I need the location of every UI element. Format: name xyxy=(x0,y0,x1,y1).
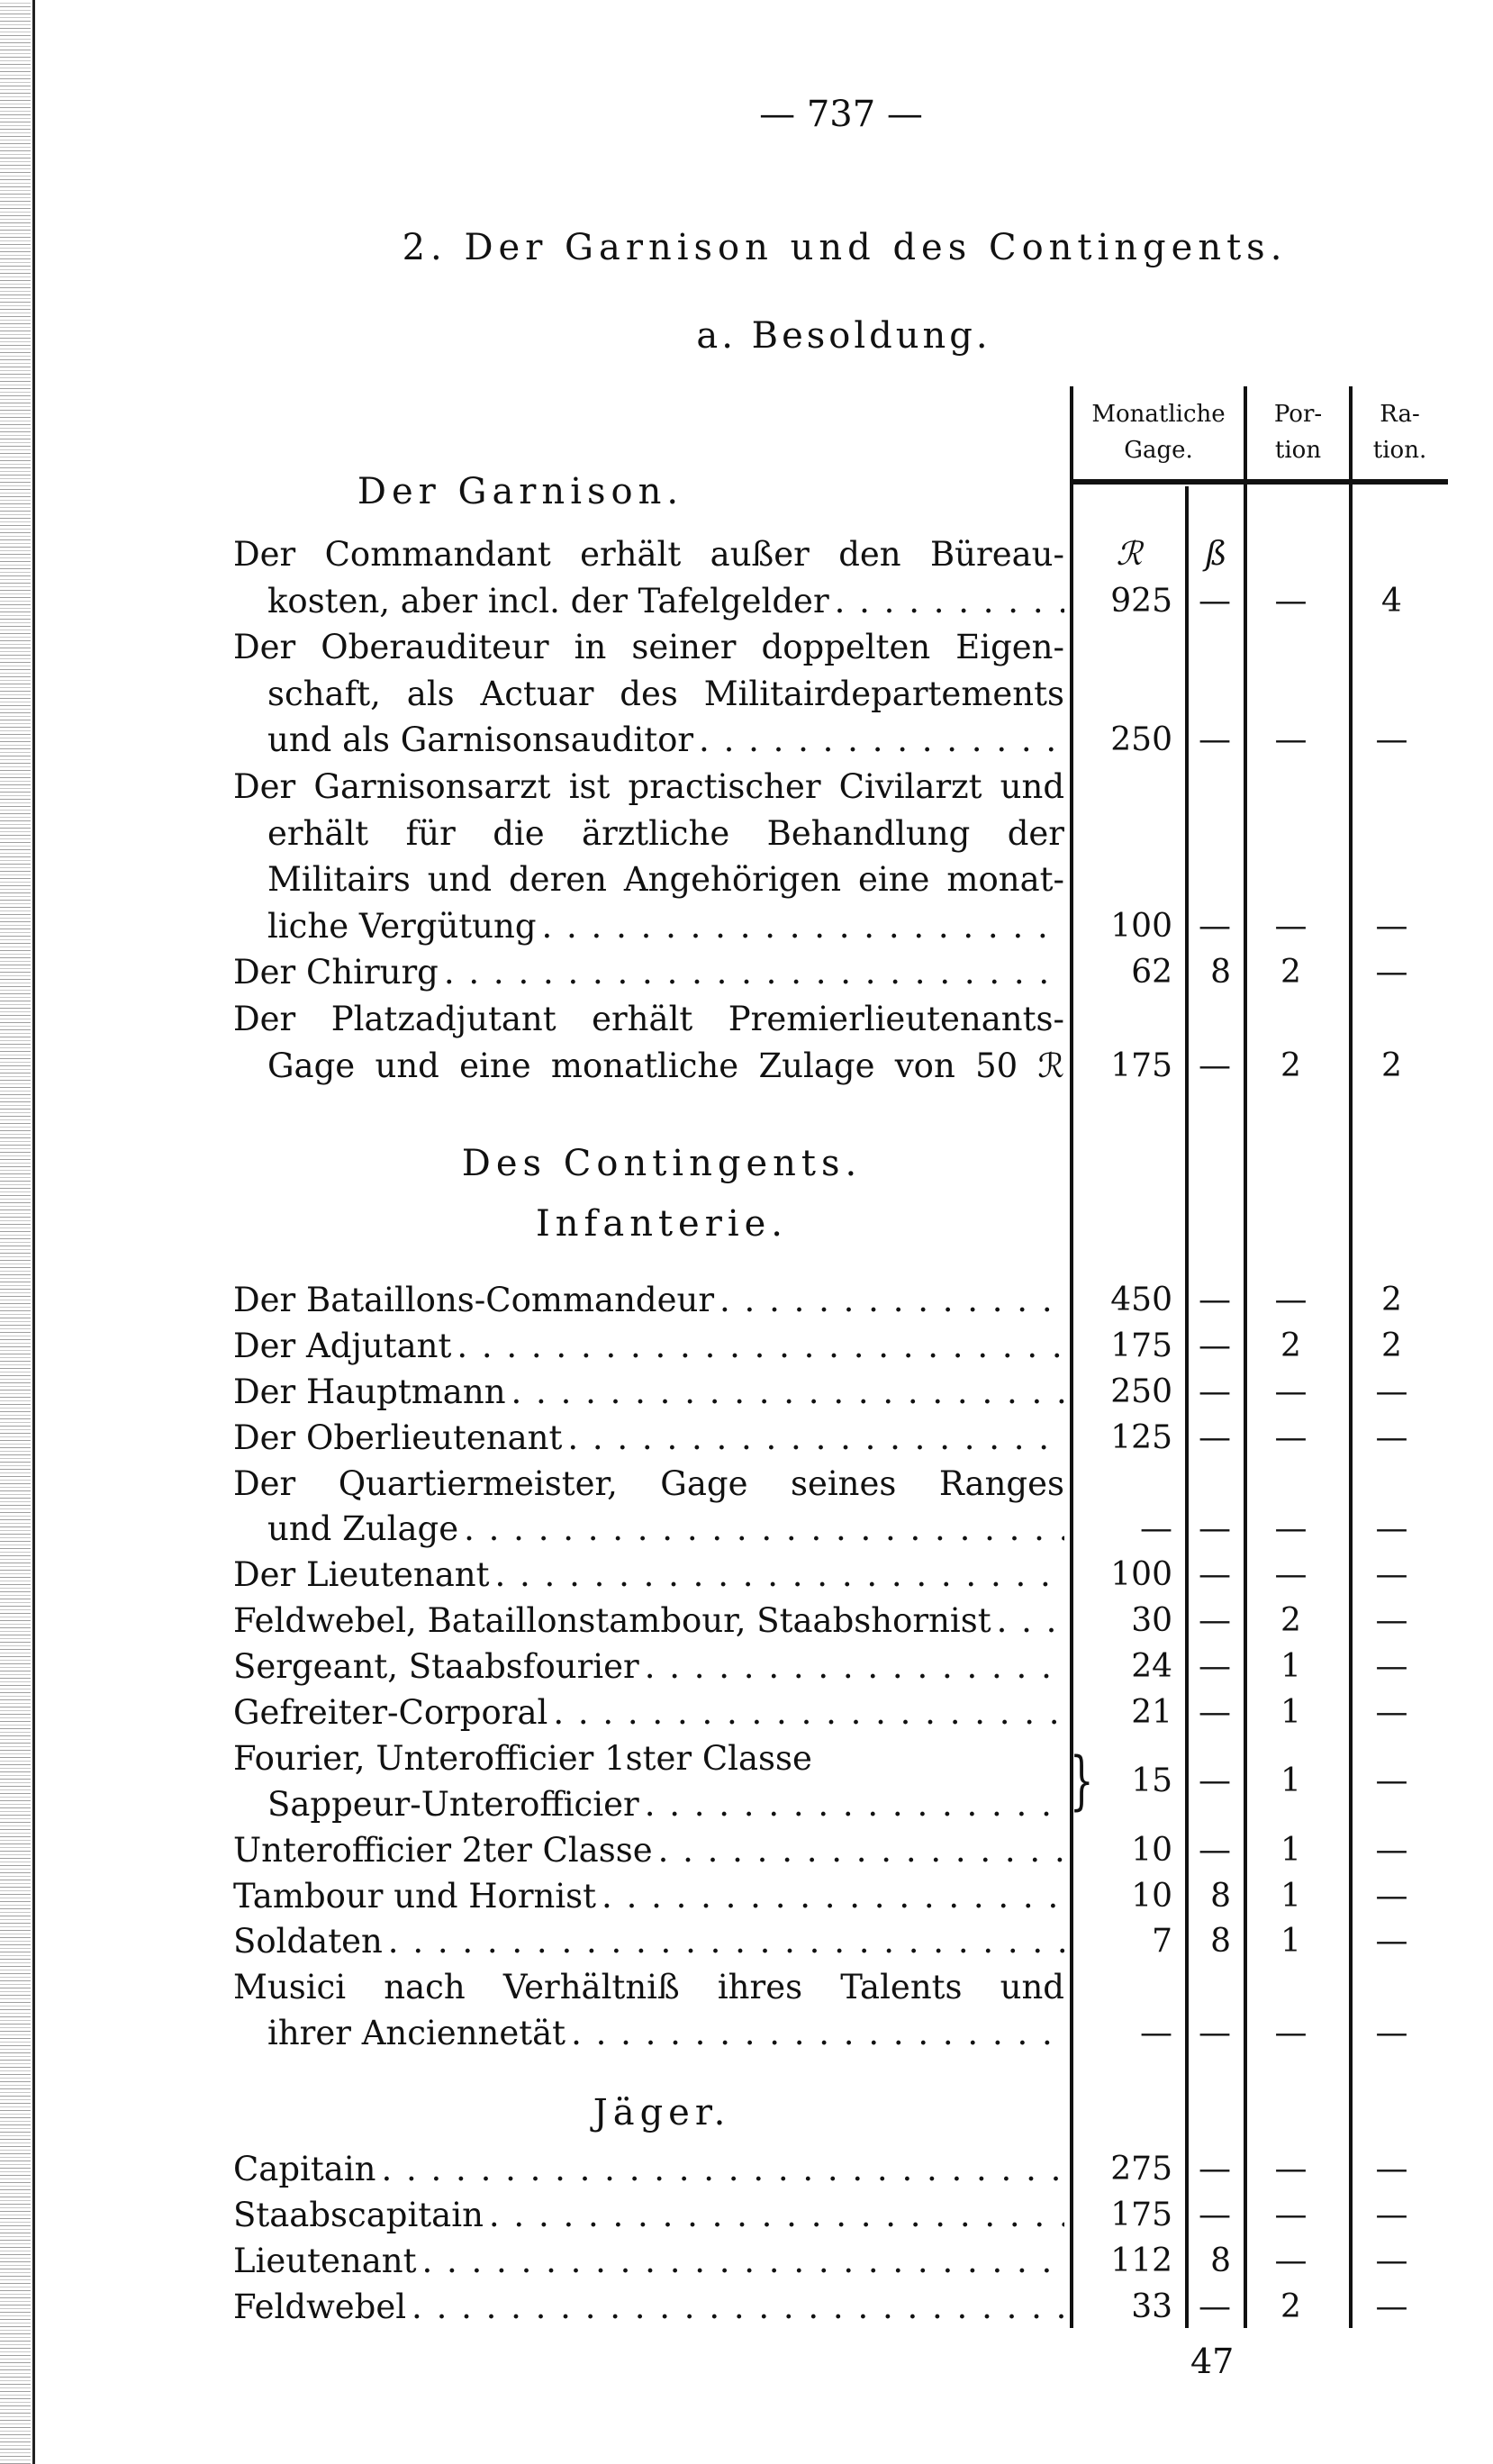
table-row xyxy=(233,1690,1447,1736)
value-portion: — xyxy=(1274,1418,1308,1456)
jaeger-table xyxy=(233,2146,1447,2330)
dot-leader xyxy=(714,1278,1064,1324)
entry-values xyxy=(1072,1828,1440,1874)
entry-line xyxy=(233,1599,1064,1644)
value-schilling: — xyxy=(1199,2151,1231,2188)
page-number: — 737 — xyxy=(759,94,923,135)
value-ration: — xyxy=(1375,954,1408,992)
value-ration: — xyxy=(1375,2151,1408,2188)
header-portion-line2: tion xyxy=(1274,437,1322,464)
value-ration: — xyxy=(1375,1510,1408,1548)
entry-line xyxy=(233,1324,1064,1370)
table-row xyxy=(233,2192,1447,2238)
table-row xyxy=(233,2238,1447,2284)
entry-line xyxy=(233,2284,1064,2330)
dot-leader xyxy=(562,1416,1064,1462)
entry-values xyxy=(1072,2284,1440,2330)
entry-line xyxy=(233,1644,1064,1690)
value-schilling: — xyxy=(1199,1327,1231,1364)
entry-line-text: Gefreiter-Corporal xyxy=(233,1693,548,1733)
heading-jaeger: Jäger. xyxy=(593,2092,731,2133)
entry-values xyxy=(1072,1324,1440,1370)
dot-leader xyxy=(451,1324,1064,1370)
value-schilling: — xyxy=(1199,1510,1231,1548)
entry-line-text: Lieutenant xyxy=(233,2242,417,2280)
entry-line-text: Der Oberlieutenant xyxy=(233,1418,563,1457)
table-row xyxy=(233,1278,1447,1324)
entry-description xyxy=(233,1965,1064,2057)
entry-values xyxy=(1072,1759,1440,1805)
entry-line xyxy=(233,1416,1064,1462)
entry-line xyxy=(233,949,1064,996)
value-portion: — xyxy=(1274,2015,1308,2052)
table-header-rule xyxy=(1072,479,1448,485)
value-schilling: 8 xyxy=(1210,2242,1231,2279)
unit-thaler: ℛ xyxy=(1116,536,1143,573)
value-ration: — xyxy=(1375,2197,1408,2233)
value-ration: — xyxy=(1375,2288,1408,2325)
entry-description xyxy=(233,1690,1064,1736)
entry-values xyxy=(1072,949,1440,996)
entry-line xyxy=(233,1690,1064,1736)
value-thaler: — xyxy=(1140,1510,1172,1548)
table-row xyxy=(233,624,1447,764)
value-ration: — xyxy=(1375,1762,1408,1800)
value-portion: 1 xyxy=(1280,1694,1301,1732)
dot-leader xyxy=(639,1782,1064,1828)
value-thaler: 7 xyxy=(1152,1923,1172,1961)
entry-line-text: Soldaten xyxy=(233,1922,383,1961)
value-portion: 2 xyxy=(1280,1327,1301,1364)
page-binding-edge xyxy=(32,0,35,2464)
entry-values xyxy=(1072,1043,1440,1090)
entry-description xyxy=(233,1828,1064,1874)
value-ration: 2 xyxy=(1381,1327,1402,1364)
entry-line-text: Der Lieutenant xyxy=(233,1555,490,1595)
value-thaler: 275 xyxy=(1110,2151,1172,2188)
entry-line-text: liche Vergütung xyxy=(267,906,537,946)
entry-description xyxy=(233,1599,1064,1644)
table-row xyxy=(233,1644,1447,1690)
dot-leader xyxy=(566,2011,1064,2057)
entry-line-text: und als Garnisonsauditor xyxy=(267,720,694,760)
entry-line xyxy=(233,1278,1064,1324)
entry-description xyxy=(233,531,1064,624)
entry-line-text: Unterofficier 2ter Classe xyxy=(233,1830,653,1870)
value-ration: — xyxy=(1375,1648,1408,1686)
value-portion: — xyxy=(1274,2197,1308,2233)
entry-line-text: ihrer Anciennetät xyxy=(267,2014,566,2053)
value-ration: 4 xyxy=(1381,582,1402,620)
signature-mark: 47 xyxy=(1190,2342,1235,2381)
value-schilling: — xyxy=(1199,1418,1231,1456)
value-schilling: — xyxy=(1199,1831,1231,1869)
header-portion xyxy=(1247,396,1349,468)
entry-line-text: Staabscapitain xyxy=(233,2196,484,2234)
entry-line: Gage und eine monatliche Zulage von 50 ℛ xyxy=(267,1046,1064,1085)
value-ration: — xyxy=(1375,721,1408,759)
entry-line: schaft, als Actuar des Militairdepartements xyxy=(267,674,1064,713)
dot-leader xyxy=(653,1828,1064,1874)
entry-line: Der Platzadjutant erhält Premierlieutenants- xyxy=(233,999,1064,1038)
dot-leader xyxy=(376,2146,1064,2192)
dot-leader xyxy=(439,949,1064,996)
value-portion: — xyxy=(1274,1510,1308,1548)
value-schilling: — xyxy=(1199,2197,1231,2233)
value-ration: — xyxy=(1375,1877,1408,1915)
value-thaler: 175 xyxy=(1110,1046,1172,1084)
table-row xyxy=(233,949,1447,996)
value-schilling: — xyxy=(1199,1694,1231,1732)
entry-values xyxy=(1072,578,1440,625)
value-portion: — xyxy=(1274,2242,1308,2279)
entry-line xyxy=(233,2146,1064,2192)
table-row xyxy=(233,2146,1447,2192)
value-portion: — xyxy=(1274,1282,1308,1318)
value-thaler: 15 xyxy=(1131,1762,1172,1800)
value-thaler: 10 xyxy=(1131,1831,1172,1869)
value-schilling: — xyxy=(1199,1762,1231,1800)
value-portion: — xyxy=(1274,582,1308,620)
value-thaler: 125 xyxy=(1110,1418,1172,1456)
entry-line xyxy=(233,2238,1064,2284)
value-thaler: 250 xyxy=(1110,1372,1172,1410)
value-portion: 2 xyxy=(1280,2288,1301,2325)
dot-leader xyxy=(458,1507,1064,1553)
entry-values xyxy=(1072,1278,1440,1324)
value-thaler: 10 xyxy=(1131,1877,1172,1915)
entry-line xyxy=(233,2011,1064,2057)
entry-description xyxy=(233,2284,1064,2330)
entry-line xyxy=(233,1370,1064,1416)
entry-values xyxy=(1072,1416,1440,1462)
value-schilling: — xyxy=(1199,1602,1231,1640)
dot-leader xyxy=(484,2192,1064,2238)
entry-values xyxy=(1072,1553,1440,1599)
header-ration-line1: Ra- xyxy=(1380,401,1420,428)
value-portion: 1 xyxy=(1280,1877,1301,1915)
entry-line-text: Der Hauptmann xyxy=(233,1372,506,1411)
entry-description xyxy=(233,2146,1064,2192)
value-thaler: 175 xyxy=(1110,1327,1172,1364)
entry-line xyxy=(233,578,1064,625)
dot-leader xyxy=(639,1644,1064,1690)
value-thaler: 250 xyxy=(1110,721,1172,759)
entry-values xyxy=(1072,1919,1440,1965)
entry-line-text: Capitain xyxy=(233,2150,376,2188)
entry-description xyxy=(233,1874,1064,1920)
table-row xyxy=(233,1828,1447,1874)
entry-line xyxy=(233,1782,1064,1828)
garnison-table xyxy=(233,531,1447,1089)
entry-description xyxy=(233,764,1064,949)
entry-description xyxy=(233,2192,1064,2238)
section-title: 2. Der Garnison und des Contingents. xyxy=(402,227,1288,268)
table-row xyxy=(233,1416,1447,1462)
table-row xyxy=(233,2284,1447,2330)
subsection-title: a. Besoldung. xyxy=(696,315,991,357)
table-row xyxy=(233,1919,1447,1965)
entry-line xyxy=(233,1919,1064,1965)
brace-icon: } xyxy=(1069,1743,1094,1817)
value-thaler: 30 xyxy=(1131,1602,1172,1640)
value-ration: — xyxy=(1375,1372,1408,1410)
value-schilling: 8 xyxy=(1210,1923,1231,1961)
value-thaler: — xyxy=(1140,2015,1172,2052)
value-ration: — xyxy=(1375,1831,1408,1869)
table-row xyxy=(233,1874,1447,1920)
table-row xyxy=(233,1324,1447,1370)
entry-values xyxy=(1072,2146,1440,2192)
heading-garnison: Der Garnison. xyxy=(357,471,684,512)
value-portion: — xyxy=(1274,1372,1308,1410)
value-schilling: 8 xyxy=(1210,1877,1231,1915)
header-monthly-gage-line2: Gage. xyxy=(1124,437,1193,464)
value-schilling: — xyxy=(1199,1046,1231,1084)
dot-leader xyxy=(490,1553,1065,1599)
value-thaler: 100 xyxy=(1110,907,1172,945)
value-schilling: — xyxy=(1199,721,1231,759)
entry-line xyxy=(233,903,1064,950)
unit-schilling: ß xyxy=(1205,536,1227,573)
entry-values xyxy=(1072,2238,1440,2284)
value-schilling: — xyxy=(1199,1372,1231,1410)
entry-line-text: Tambour und Hornist xyxy=(233,1876,597,1916)
entry-line-text: Feldwebel xyxy=(233,2287,407,2326)
infanterie-table xyxy=(233,1278,1447,2057)
value-thaler: 450 xyxy=(1110,1282,1172,1318)
dot-leader xyxy=(537,903,1064,950)
dot-leader xyxy=(406,2284,1064,2330)
entry-line: Der Quartiermeister, Gage seines Ranges xyxy=(233,1463,1064,1503)
dot-leader xyxy=(383,1919,1064,1965)
entry-line-text: Feldwebel, Bataillonstambour, Staabshornist xyxy=(233,1601,991,1641)
header-monthly-gage xyxy=(1073,396,1244,468)
dot-leader xyxy=(596,1874,1064,1920)
table-row xyxy=(233,1462,1447,1554)
entry-line: Musici nach Verhältniß ihres Talents und xyxy=(233,1968,1064,2007)
value-portion: 1 xyxy=(1280,1831,1301,1869)
entry-line-text: Sappeur-Unterofficier xyxy=(267,1784,639,1824)
table-row xyxy=(233,764,1447,949)
value-thaler: 112 xyxy=(1110,2242,1172,2279)
entry-description xyxy=(233,1370,1064,1416)
dot-leader xyxy=(506,1370,1064,1416)
value-ration: — xyxy=(1375,907,1408,945)
entry-values xyxy=(1072,2011,1440,2057)
entry-line: Der Commandant erhält außer den Büreau- xyxy=(233,535,1064,574)
entry-values xyxy=(1072,903,1440,950)
entry-line xyxy=(233,1828,1064,1874)
entry-description xyxy=(233,624,1064,764)
value-thaler: 62 xyxy=(1131,954,1172,992)
value-ration: — xyxy=(1375,1602,1408,1640)
entry-line xyxy=(233,1874,1064,1920)
entry-description xyxy=(233,1553,1064,1599)
entry-description xyxy=(233,2238,1064,2284)
dot-leader xyxy=(547,1690,1064,1736)
value-ration: — xyxy=(1375,1923,1408,1961)
value-schilling: — xyxy=(1199,1556,1231,1594)
entry-line: Der Garnisonsarzt ist practischer Civilarzt und xyxy=(233,766,1064,806)
value-schilling: — xyxy=(1199,1282,1231,1318)
entry-values xyxy=(1072,1599,1440,1644)
value-schilling: — xyxy=(1199,2015,1231,2052)
value-portion: 2 xyxy=(1280,954,1301,992)
table-row xyxy=(233,1599,1447,1644)
value-thaler: 21 xyxy=(1131,1694,1172,1732)
entry-description xyxy=(233,949,1064,996)
entry-line xyxy=(233,1507,1064,1553)
entry-description xyxy=(233,1462,1064,1554)
header-portion-line1: Por- xyxy=(1273,401,1323,428)
value-ration: — xyxy=(1375,2015,1408,2052)
entry-line: Der Oberauditeur in seiner doppelten Eigen- xyxy=(233,628,1064,667)
value-thaler: 33 xyxy=(1131,2288,1172,2325)
entry-values xyxy=(1072,717,1440,764)
value-portion: — xyxy=(1274,907,1308,945)
value-schilling: — xyxy=(1199,1648,1231,1686)
entry-description xyxy=(233,1416,1064,1462)
table-row xyxy=(233,1370,1447,1416)
value-ration: — xyxy=(1375,2242,1408,2279)
entry-values xyxy=(1072,1507,1440,1553)
value-portion: 1 xyxy=(1280,1648,1301,1686)
entry-line-text: Sergeant, Staabsfourier xyxy=(233,1647,639,1687)
entry-values xyxy=(1072,1874,1440,1920)
value-thaler: 24 xyxy=(1131,1648,1172,1686)
table-row xyxy=(233,1965,1447,2057)
value-thaler: 175 xyxy=(1110,2197,1172,2233)
entry-description xyxy=(233,1919,1064,1965)
table-row xyxy=(233,1736,1447,1828)
value-portion: — xyxy=(1274,2151,1308,2188)
entry-line: Militairs und deren Angehörigen eine monat- xyxy=(267,860,1064,900)
dot-leader xyxy=(416,2238,1064,2284)
heading-contingents: Des Contingents. xyxy=(461,1143,863,1184)
value-portion: — xyxy=(1274,1556,1308,1594)
value-ration: — xyxy=(1375,1556,1408,1594)
value-portion: 2 xyxy=(1280,1046,1301,1084)
entry-line xyxy=(233,1553,1064,1599)
value-ration: 2 xyxy=(1381,1282,1402,1318)
entry-line-text: Der Adjutant xyxy=(233,1326,452,1365)
scan-edge-texture xyxy=(0,0,31,2464)
entry-values xyxy=(1072,2192,1440,2238)
entry-values xyxy=(1072,1644,1440,1690)
entry-description xyxy=(233,996,1064,1089)
entry-description xyxy=(233,1324,1064,1370)
entry-values xyxy=(1072,1370,1440,1416)
table-row xyxy=(233,531,1447,624)
value-portion: — xyxy=(1274,721,1308,759)
value-thaler: 925 xyxy=(1110,582,1172,620)
header-ration-line2: tion. xyxy=(1372,437,1427,464)
entry-line: Fourier, Unterofficier 1ster Classe xyxy=(233,1738,812,1778)
entry-line-text: Der Bataillons-Commandeur xyxy=(233,1281,715,1319)
dot-leader xyxy=(693,717,1064,764)
value-schilling: 8 xyxy=(1210,954,1231,992)
entry-description xyxy=(233,1736,1064,1828)
header-ration xyxy=(1353,396,1447,468)
table-row xyxy=(233,996,1447,1089)
entry-line: erhält für die ärztliche Behandlung der xyxy=(267,813,1064,853)
value-portion: 1 xyxy=(1280,1762,1301,1800)
value-schilling: — xyxy=(1199,582,1231,620)
value-ration: — xyxy=(1375,1694,1408,1732)
value-thaler: 100 xyxy=(1110,1556,1172,1594)
value-schilling: — xyxy=(1199,907,1231,945)
heading-infanterie: Infanterie. xyxy=(535,1203,789,1245)
value-ration: — xyxy=(1375,1418,1408,1456)
entry-line-text: Der Chirurg xyxy=(233,953,439,992)
entry-line-text: kosten, aber incl. der Tafelgelder xyxy=(267,581,829,621)
entry-description xyxy=(233,1644,1064,1690)
value-schilling: — xyxy=(1199,2288,1231,2325)
dot-leader xyxy=(991,1599,1064,1644)
entry-line-text: und Zulage xyxy=(267,1509,459,1549)
value-portion: 1 xyxy=(1280,1923,1301,1961)
entry-values xyxy=(1072,1690,1440,1736)
value-portion: 2 xyxy=(1280,1602,1301,1640)
value-ration: 2 xyxy=(1381,1046,1402,1084)
dot-leader xyxy=(829,578,1064,625)
entry-line xyxy=(233,717,1064,764)
table-row xyxy=(233,1553,1447,1599)
entry-description xyxy=(233,1278,1064,1324)
entry-line xyxy=(233,2192,1064,2238)
header-monthly-gage-line1: Monatliche xyxy=(1091,401,1226,428)
